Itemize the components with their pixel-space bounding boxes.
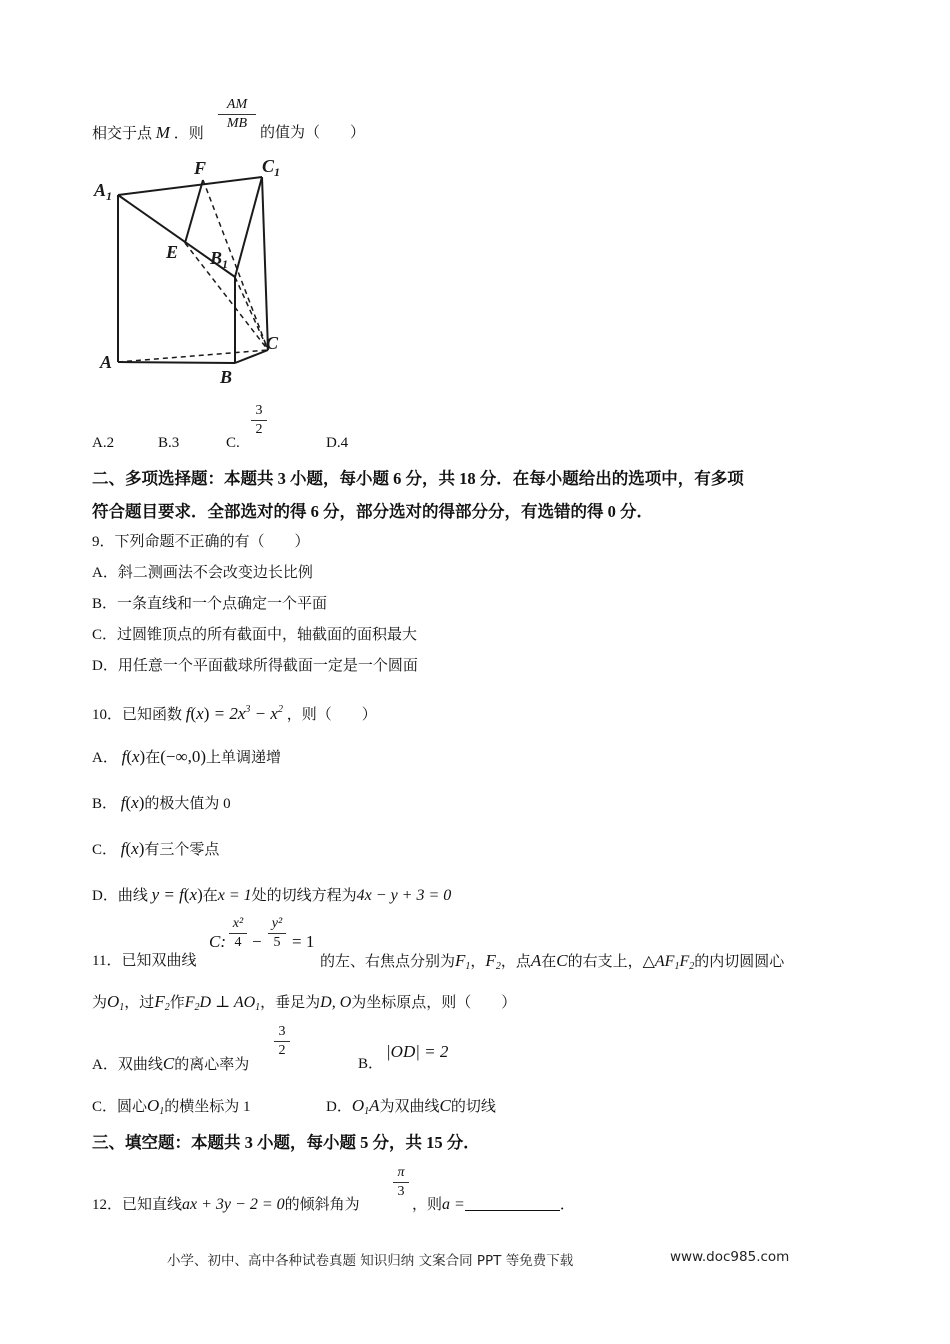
q10-option-d: D．曲线 y = f(x)在x = 1处的切线方程为4x − y + 3 = 0 [92,885,452,904]
q8-tail-line [92,124,204,143]
frac-denominator: MB [226,116,248,131]
q10-function: $f(x) = 2x^3 - x^2$ [185,704,283,723]
q8-option-c-label: C. [226,435,240,451]
q10-option-a: A． f(x)在(−∞,0)上单调递增 [92,747,282,766]
q12-fraction [393,1164,409,1201]
q8-option-c-fraction [251,402,267,439]
q11-eq1: = 1 [292,932,315,951]
q11-option-a-fraction [274,1023,290,1060]
q10-stem-text: ，则（ ） [286,707,377,723]
q8-option-d: D.4 [326,435,349,451]
footer-left: 小学、初中、高中各种试卷真题 知识归纳 文案合同 PPT 等免费下载 [167,1253,574,1269]
q10-option-c: C． f(x)有三个零点 [92,839,220,858]
q12-stem: 12．已知直线ax + 3y − 2 = 0的倾斜角为 [92,1196,360,1213]
label-e: E [166,242,179,262]
q9-stem: 9．下列命题不正确的有（ ） [92,534,310,550]
q11-option-b-label: B． [358,1056,384,1072]
q8-option-b: B.3 [158,435,180,451]
label-f: F [194,158,207,178]
q10-option-b: B． f(x)的极大值为 0 [92,793,231,812]
frac-numerator: y² [268,915,286,934]
section2-heading-line1: 二、多项选择题：本题共 3 小题，每小题 6 分，共 18 分．在每小题给出的选项中，有多项 [92,469,744,488]
point-m: M [155,123,170,142]
frac-numerator: 3 [251,402,267,421]
q11-stem-line2: 为$O_1$，过$F_2$作$F_2D$ ⊥ $AO_1$，垂足为D, O为坐标原点，则（ ） [92,992,517,1013]
frac-numerator: x² [229,915,247,934]
q10-stem [92,701,377,724]
q9-option-a: A．斜二测画法不会改变边长比例 [92,565,313,581]
label-a1: $A_1$ [94,180,113,203]
q8-fraction [218,96,256,133]
footer-url[interactable]: www.doc985.com [670,1249,790,1265]
q8-option-a: A.2 [92,435,115,451]
q10-stem-text: 10．已知函数 [92,707,183,723]
label-a: A [100,352,113,372]
q11-option-c: C．圆心$O_1$的横坐标为 1 [92,1096,251,1117]
q11-stem-pre: 11．已知双曲线 [92,953,197,969]
q11-option-a: A．双曲线C的离心率为 [92,1054,250,1073]
q11-option-b-value: |OD| = 2 [386,1042,449,1061]
q9-option-c: C．过圆锥顶点的所有截面中，轴截面的面积最大 [92,627,418,643]
frac-numerator: AM [218,96,256,115]
q8-text: 相交于点 [92,126,153,142]
label-c: C [266,333,279,353]
prism-figure [90,150,300,390]
label-b1: $B_1$ [210,248,229,271]
q11-stem-rest: 的左、右焦点分别为$F_1$，$F_2$，点A在C的右支上，$\triangle AF_1F_2$的内切圆圆心 [320,951,785,972]
frac-denominator: 5 [273,935,281,950]
frac-numerator: 3 [274,1023,290,1042]
interval: (−∞,0) [160,747,207,766]
q12-answer: ，则a = ． [412,1196,575,1213]
q9-option-b: B．一条直线和一个点确定一个平面 [92,596,328,612]
frac-denominator: 2 [278,1043,286,1058]
answer-blank[interactable] [465,1196,560,1211]
q8-text: ．则 [173,126,204,142]
frac-numerator: π [393,1164,409,1183]
q9-option-d: D．用任意一个平面截球所得截面一定是一个圆面 [92,658,418,674]
label-c1: $C_1$ [262,156,281,179]
frac-denominator: 3 [397,1184,405,1199]
frac-denominator: 4 [234,935,242,950]
frac-denominator: 2 [255,422,263,437]
q11-y-fraction [268,915,286,952]
q11-option-d: D．$O_1A$为双曲线C的切线 [326,1096,496,1117]
q11-minus: − [252,932,262,951]
q11-c-label: C: [209,932,226,951]
q8-tail-post: 的值为（ ） [260,125,366,141]
section2-heading-line2: 符合题目要求．全部选对的得 6 分，部分选对的得部分分，有选错的得 0 分． [92,502,653,521]
section3-heading: 三、填空题：本题共 3 小题，每小题 5 分，共 15 分． [92,1133,480,1152]
q11-x-fraction [229,915,247,952]
label-b: B [220,367,233,387]
